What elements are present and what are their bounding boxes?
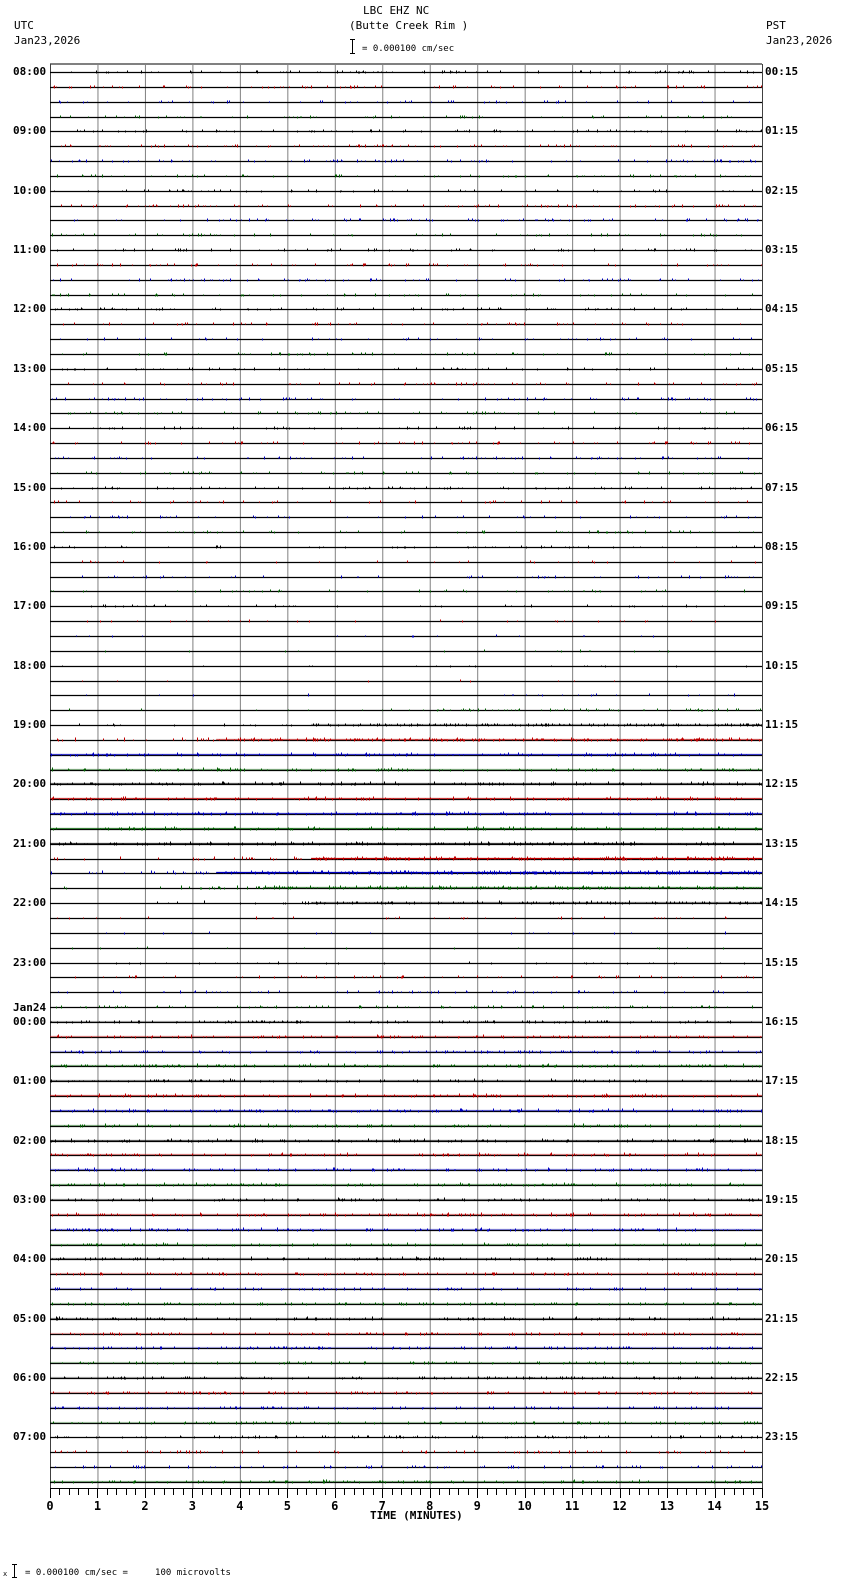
utc-hour-label: 00:00 (13, 1014, 47, 1028)
x-tick-label: 8 (426, 1499, 434, 1513)
pst-hour-label: 16:15 (765, 1014, 799, 1028)
pst-hour-label: 19:15 (765, 1193, 799, 1206)
x-tick-label: 12 (612, 1499, 627, 1513)
utc-hour-label: 13:00 (13, 361, 47, 375)
utc-hour-label: 23:00 (13, 955, 47, 969)
utc-hour-label: 07:00 (13, 1430, 47, 1444)
footer-prefix: x (3, 1570, 8, 1578)
scale-text: = 0.000100 cm/sec (362, 44, 455, 54)
x-tick-label: 7 (378, 1499, 386, 1513)
utc-hour-label: 05:00 (13, 1311, 47, 1325)
utc-hour-label: 22:00 (13, 896, 47, 910)
footer-scale-bar-icon (12, 1564, 17, 1578)
utc-hour-label: 06:00 (13, 1371, 47, 1385)
utc-hour-label: 14:00 (13, 421, 47, 435)
utc-hour-label: 16:00 (13, 539, 47, 553)
utc-hour-label: 02:00 (13, 1133, 47, 1147)
utc-hour-label: 09:00 (13, 124, 47, 138)
footer-scale-text: = 0.000100 cm/sec = 100 microvolts (25, 1568, 231, 1578)
pst-hour-label: 08:15 (765, 539, 799, 553)
x-tick-label: 10 (517, 1499, 532, 1513)
utc-hour-label: 19:00 (13, 718, 47, 732)
pst-hour-label: 00:15 (765, 65, 799, 78)
x-tick-label: 15 (754, 1499, 770, 1513)
pst-hour-label: 12:15 (765, 777, 799, 791)
x-tick-label: 6 (331, 1499, 339, 1513)
utc-hour-label: 11:00 (13, 243, 47, 257)
pst-hour-label: 23:15 (765, 1430, 799, 1444)
utc-hour-label: 21:00 (13, 836, 47, 850)
pst-hour-label: 10:15 (765, 658, 799, 672)
utc-hour-label: 12:00 (13, 302, 47, 316)
x-tick-label: 14 (707, 1499, 722, 1513)
pst-hour-label: 09:15 (765, 599, 799, 613)
right-timezone: PST (766, 19, 786, 32)
pst-hour-label: 06:15 (765, 421, 799, 435)
pst-hour-label: 02:15 (765, 183, 799, 197)
left-timezone: UTC (14, 19, 34, 32)
pst-hour-label: 18:15 (765, 1133, 799, 1147)
x-tick-label: 1 (93, 1499, 102, 1513)
x-tick-label: 3 (188, 1499, 197, 1513)
pst-hour-label: 22:15 (765, 1371, 799, 1385)
utc-hour-label: 10:00 (13, 183, 47, 197)
pst-hour-label: 05:15 (765, 361, 799, 375)
x-tick-label: 11 (564, 1499, 580, 1513)
utc-hour-label: 01:00 (13, 1074, 47, 1088)
pst-hour-label: 01:15 (765, 124, 799, 138)
x-tick-label: 13 (659, 1499, 675, 1513)
x-tick-label: 9 (473, 1499, 481, 1513)
pst-hour-label: 15:15 (765, 955, 799, 969)
pst-hour-label: 17:15 (765, 1074, 799, 1088)
pst-hour-label: 07:15 (765, 480, 799, 494)
utc-hour-label: 15:00 (13, 480, 47, 494)
date-change-label: Jan24 (13, 1000, 47, 1014)
utc-hour-label: 03:00 (13, 1193, 47, 1206)
x-tick-label: 0 (46, 1499, 54, 1513)
pst-hour-label: 21:15 (765, 1311, 799, 1325)
utc-hour-label: 04:00 (13, 1252, 47, 1266)
x-axis-label: TIME (MINUTES) (370, 1509, 463, 1522)
x-tick-label: 5 (283, 1499, 291, 1513)
x-tick-label: 4 (236, 1499, 244, 1513)
pst-hour-label: 03:15 (765, 243, 799, 257)
right-date: Jan23,2026 (766, 34, 833, 47)
pst-hour-label: 04:15 (765, 302, 799, 316)
pst-hour-label: 14:15 (765, 896, 799, 910)
utc-hour-label: 20:00 (13, 777, 47, 791)
utc-hour-label: 08:00 (13, 65, 47, 78)
pst-hour-label: 13:15 (765, 836, 799, 850)
station-title: LBC EHZ NC (363, 4, 430, 17)
pst-hour-label: 20:15 (765, 1252, 799, 1266)
pst-hour-label: 11:15 (765, 718, 799, 732)
x-tick-label: 2 (141, 1499, 149, 1513)
left-date: Jan23,2026 (14, 34, 81, 47)
utc-hour-label: 18:00 (13, 658, 47, 672)
site-name: (Butte Creek Rim ) (349, 19, 469, 32)
utc-hour-label: 17:00 (13, 599, 47, 613)
